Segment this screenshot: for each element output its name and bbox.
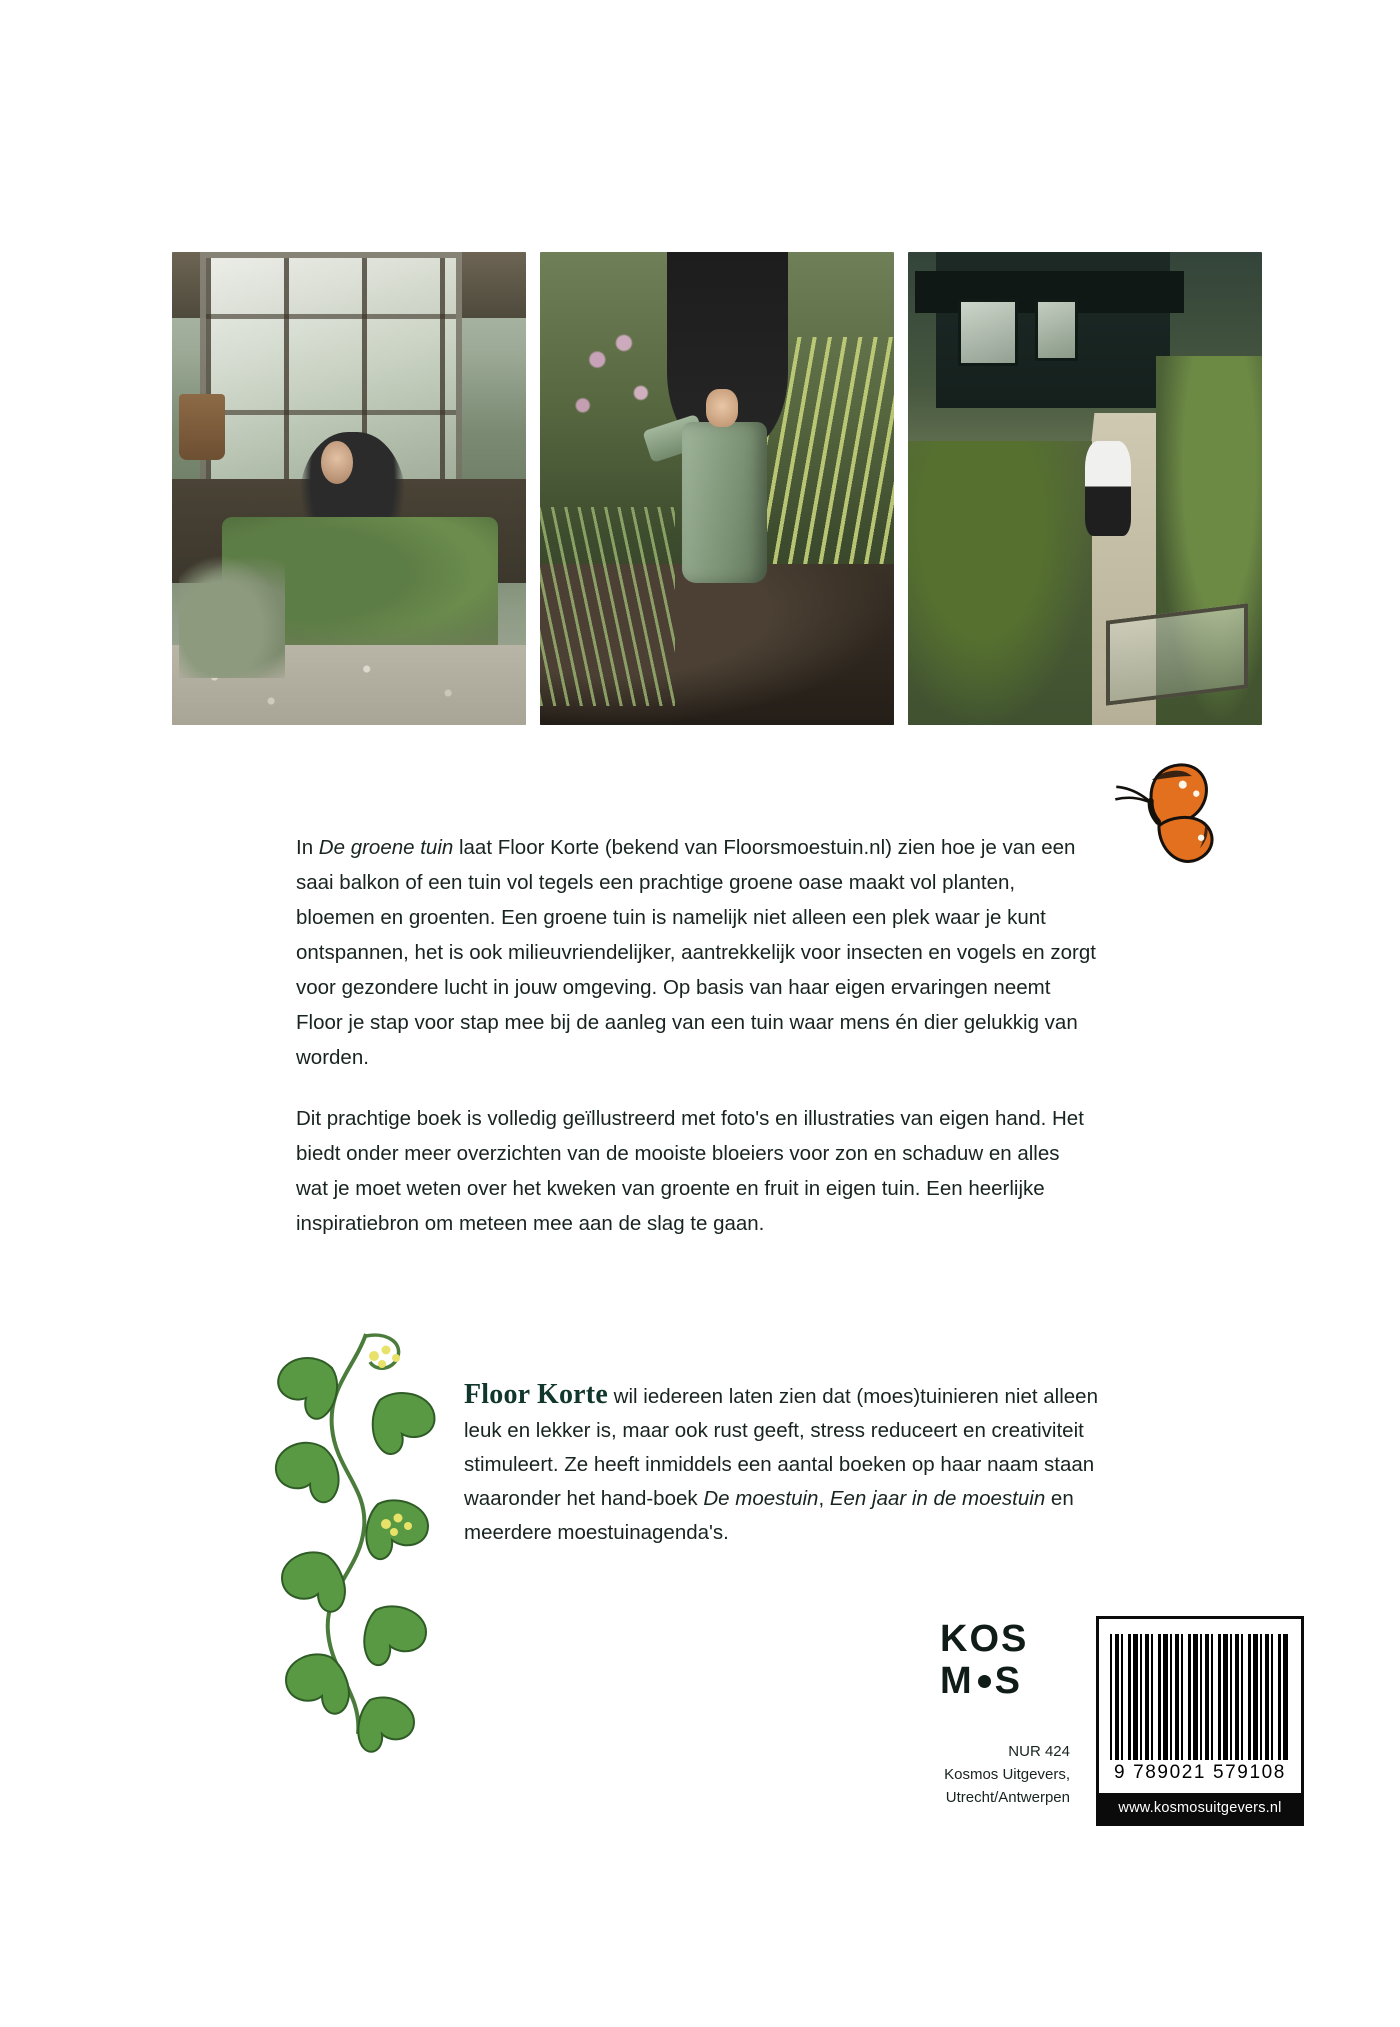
person-in-garden bbox=[1085, 441, 1131, 536]
kosmos-logo-text-top: KOS bbox=[940, 1618, 1029, 1660]
barcode bbox=[1096, 1616, 1304, 1826]
author-book-title-2: Een jaar in de moestuin bbox=[829, 1487, 1046, 1510]
author-bio bbox=[464, 1378, 1114, 1550]
author-bio-part-1: wil iedereen laten zien dat (moes)tuinieren niet alleen leuk en lekker is, maar ook rust geeft, stress reduceert en creativiteit stimuleert. Ze heeft inmiddels een aantal boeken op haar naam staan waaronder het hand-boek bbox=[464, 1385, 1098, 1510]
imprint-block bbox=[830, 1740, 1070, 1809]
garden-house-window bbox=[958, 299, 1018, 365]
person-face bbox=[321, 441, 353, 484]
kosmos-logo-line-2 bbox=[940, 1660, 1070, 1702]
blurb-paragraph-1: In De groene tuin laat Floor Korte (bekend van Floorsmoestuin.nl) zien hoe je van een saai balkon of een tuin vol tegels een prachtige groene oase maakt vol planten, bloemen en groenten. Een groene tuin is namelijk niet alleen een plek waar je kunt ontspannen, het is ook milieuvriendelijker, aantrekkelijk voor insecten en vogels en zorgt voor gezondere lucht in jouw omgeving. Op basis van haar eigen ervaringen neemt Floor je stap voor stap mee bij de aanleg van een tuin waar mens én dier gelukkig van worden. bbox=[296, 836, 1096, 1069]
kosmos-logo-dot-icon bbox=[978, 1675, 991, 1688]
watering-can bbox=[682, 422, 767, 583]
photo-garden-path bbox=[908, 252, 1262, 725]
plant-pot bbox=[179, 394, 225, 460]
ivy-vine-illustration bbox=[258, 1328, 468, 1758]
cold-frame bbox=[1106, 603, 1248, 706]
kosmos-logo-line-1 bbox=[940, 1618, 1070, 1660]
publisher-website: www.kosmosuitgevers.nl bbox=[1099, 1793, 1301, 1823]
photo-watering-can bbox=[540, 252, 894, 725]
blurb-text bbox=[296, 830, 1096, 1267]
barcode-digits: 9 789021 579108 bbox=[1114, 1762, 1286, 1783]
publisher-name: Kosmos Uitgevers, bbox=[944, 1766, 1070, 1783]
nur-code: NUR 424 bbox=[1008, 1743, 1070, 1760]
kosmos-logo bbox=[940, 1618, 1070, 1704]
vegetable-bed-left bbox=[908, 441, 1092, 725]
author-bio-separator: , bbox=[818, 1487, 830, 1510]
lavender-plants bbox=[179, 555, 285, 678]
kosmos-logo-text-s: S bbox=[994, 1660, 1023, 1702]
photo-greenhouse-planting bbox=[172, 252, 526, 725]
gardener-hand bbox=[706, 389, 738, 427]
kosmos-logo-text-m: M bbox=[940, 1660, 974, 1702]
ornamental-grass-left bbox=[540, 507, 675, 706]
barcode-bars bbox=[1110, 1634, 1290, 1760]
blurb-paragraph-2: Dit prachtige boek is volledig geïllustreerd met foto's en illustraties van eigen hand. Het biedt onder meer overzichten van de mooiste bloeiers voor zon en schaduw en alles wat je moet weten over het kweken van groente en fruit in eigen tuin. Een heerlijke inspiratiebron om meteen mee aan de slag te gaan. bbox=[296, 1107, 1084, 1235]
publisher-city: Utrecht/Antwerpen bbox=[945, 1789, 1070, 1806]
author-name: Floor Korte bbox=[464, 1379, 608, 1410]
photo-strip bbox=[172, 252, 1262, 725]
author-book-title-1: De moestuin bbox=[703, 1487, 819, 1510]
butterfly-icon bbox=[1092, 762, 1222, 882]
chive-flowers bbox=[561, 318, 681, 526]
blurb-book-title: De groene tuin bbox=[318, 836, 454, 859]
garden-house-window-small bbox=[1035, 299, 1077, 360]
author-bio-part-2: en meerdere moestuinagenda's. bbox=[464, 1487, 1074, 1544]
